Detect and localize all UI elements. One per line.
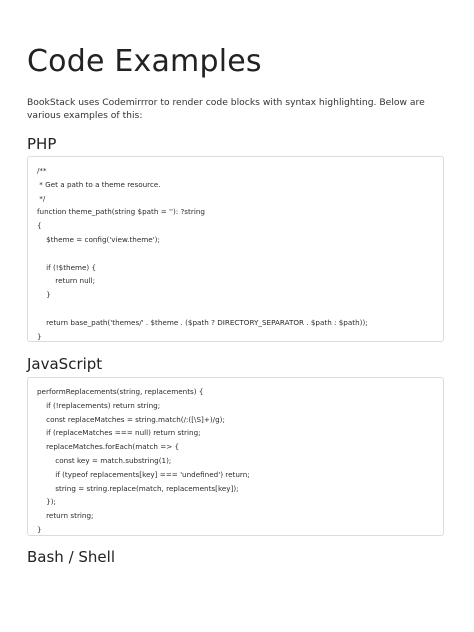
code-line: return base_path('themes/' . $theme . ($path ? DIRECTORY_SEPARATOR . $path : $path));	[37, 317, 368, 327]
code-line	[37, 302, 434, 316]
code-line: }	[37, 290, 51, 300]
code-line: {	[37, 221, 42, 231]
code-line: const key = match.substring(1);	[37, 455, 172, 465]
heading-bash-shell: Bash / Shell	[27, 548, 115, 566]
code-line: }	[37, 524, 42, 534]
page-title: Code Examples	[27, 44, 262, 79]
code-line: */	[37, 193, 46, 203]
code-line: const replaceMatches = string.match(/:([\S]+)/g);	[37, 414, 225, 424]
code-block-javascript[interactable]	[27, 377, 444, 536]
code-line: /**	[37, 166, 47, 175]
code-line: if (typeof replacements[key] === 'undefined') return;	[37, 469, 250, 479]
code-block-php[interactable]	[27, 156, 444, 342]
code-line: string = string.replace(match, replacements[key]);	[37, 483, 239, 493]
code-line: return string;	[37, 511, 94, 521]
code-lines-javascript	[37, 385, 434, 537]
code-lines-php	[37, 164, 434, 343]
code-line: replaceMatches.forEach(match => {	[37, 442, 180, 452]
code-line: }	[37, 331, 42, 341]
heading-javascript: JavaScript	[27, 355, 103, 373]
code-line: if (replaceMatches === null) return string;	[37, 428, 201, 438]
code-line: });	[37, 497, 56, 507]
code-line: $theme = config('view.theme');	[37, 234, 160, 244]
code-line: * Get a path to a theme resource.	[37, 179, 161, 189]
heading-php: PHP	[27, 135, 57, 153]
code-line	[37, 247, 434, 261]
code-line: if (!$theme) {	[37, 262, 97, 272]
intro-paragraph: BookStack uses Codemirrror to render code blocks with syntax highlighting. Below are various examples of this:	[27, 97, 425, 121]
code-line: return null;	[37, 276, 96, 286]
code-line: if (!replacements) return string;	[37, 400, 161, 410]
code-line: performReplacements(string, replacements) {	[37, 387, 204, 396]
code-line: function theme_path(string $path = ''): ?string	[37, 207, 205, 217]
